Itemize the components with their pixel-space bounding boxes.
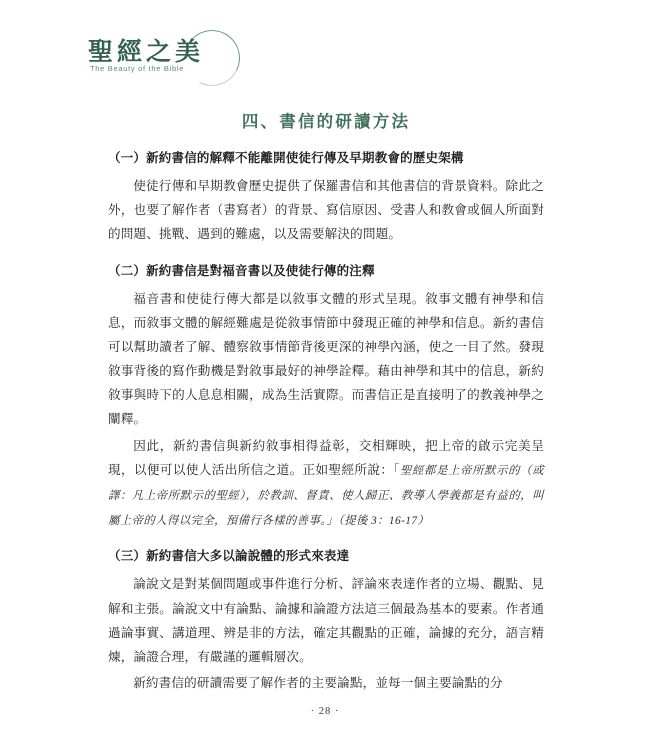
page-number: · 28 · — [310, 706, 340, 717]
logo-chinese-title: 聖經之美 — [88, 39, 205, 66]
section-heading-2: （二）新約書信是對福音書以及使徒行傳的注釋 — [108, 263, 375, 278]
paragraph: 福音書和使徒行傳大都是以敘事文體的形式呈現。敘事文體有神學和信息，而敘事文體的解經難處是從敘事情節中發現正確的神學和信息。新約書信可以幫助讀者了解、體察敘事情節背後更深的神學內涵，使之一目了然。發現敘事背後的寫作動機是對敘事最好的神學詮釋。藉由神學和其中的信息，新約敘事與時下的人息息相關，成為生活實際。而書信正是直接明了的教義神學之闡釋。 — [108, 291, 544, 427]
masthead-logo — [88, 28, 308, 88]
section-heading-1: （一）新約書信的解釋不能離開使徒行傳及早期教會的歷史架構 — [108, 151, 464, 165]
quote-lead-text: 因此，新約書信與新約敘事相得益彰，交相輝映，把上帝的啟示完美呈現，以便可以使人活出所信之道。正如聖經所說：「 — [108, 438, 544, 477]
paragraph: 使徒行傳和早期教會歷史提供了保羅書信和其他書信的背景資料。除此之外，也要了解作者（書寫者）的背景、寫信原因、受書人和教會或個人所面對的問題、挑戰、遇到的難處，以及需要解決的問題。 — [108, 179, 544, 242]
section-heading-3: （三）新約書信大多以論說體的形式來表達 — [108, 549, 350, 564]
scripture-reference: 」（提後 3：16-17） — [326, 514, 430, 527]
document-body — [108, 100, 544, 697]
logo-english-subtitle: The Beauty of the Bible — [90, 64, 185, 73]
paragraph: 論說文是對某個問題或事件進行分析、評論來表達作者的立場、觀點、見解和主張。論說文中有論點、論據和論證方法這三個最為基本的要素。作者通過論事實、講道理、辨是非的方法，確定其觀點的正確，論據的充分，語言精煉，論證合理，有嚴謹的邏輯層次。 — [108, 577, 544, 664]
scripture-quote-paragraph — [108, 434, 544, 533]
chapter-title: 四、書信的研讀方法 — [241, 112, 411, 131]
paragraph: 新約書信的研讀需要了解作者的主要論點，並每一個主要論點的分 — [133, 676, 503, 691]
scripture-quote-text: 聖經都是上帝所默示的（或譯：凡上帝所默示的聖經），於教訓、督責、使人歸正、教導人學義都是有益的，叫屬上帝的人得以完全，預備行各樣的善事。 — [108, 464, 544, 527]
